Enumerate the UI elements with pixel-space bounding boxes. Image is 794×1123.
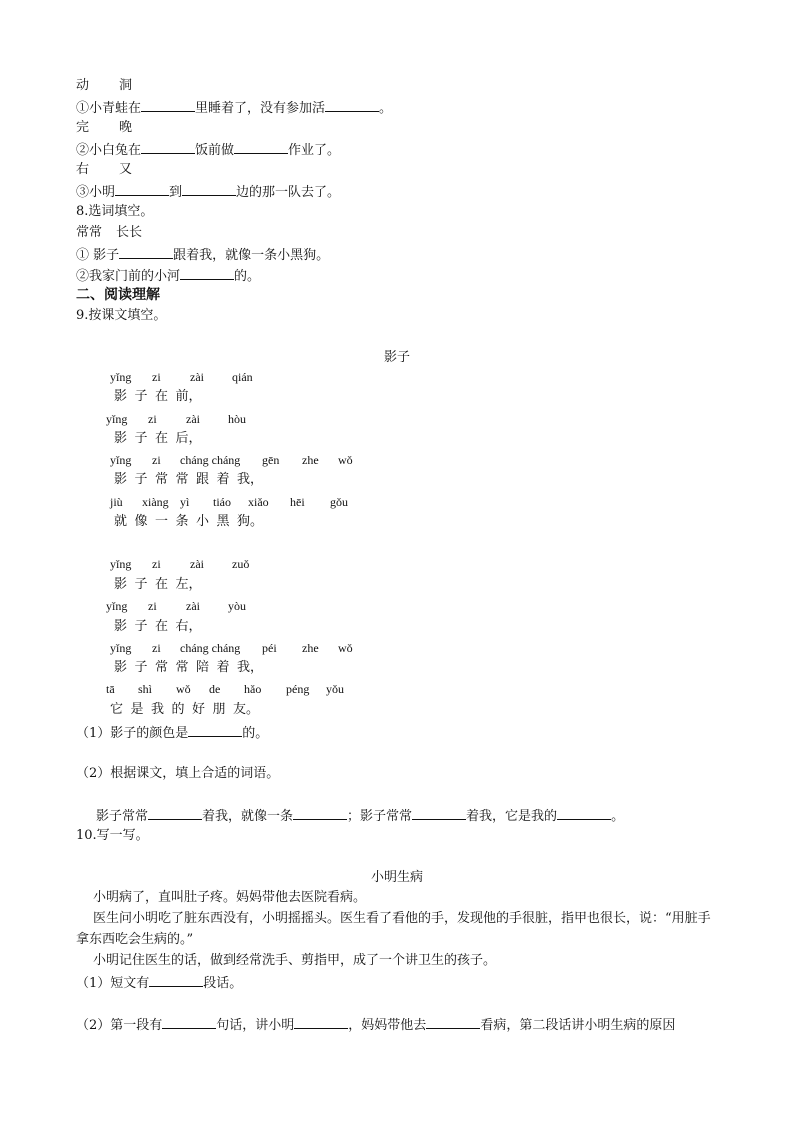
poem-title: 影子 [383, 350, 410, 365]
hanzi-char: 我， [237, 472, 264, 487]
hanzi-char: 着 [216, 660, 230, 675]
answer-blank[interactable] [557, 807, 611, 820]
word-pair-3 [76, 162, 132, 178]
pinyin-syllable: yǐng [110, 453, 132, 467]
word-pair-2 [76, 120, 132, 136]
fill-item-3: ③小明 到 边的那一队去了。 [76, 185, 341, 200]
pinyin-syllable: yǒu [326, 682, 344, 696]
pinyin-syllable: hòu [228, 412, 246, 426]
answer-blank[interactable] [182, 183, 236, 196]
word-option: 长长 [116, 225, 143, 240]
answer-blank[interactable] [412, 807, 466, 820]
hanzi-char: 小 [196, 514, 210, 529]
answer-blank[interactable] [149, 974, 203, 987]
hanzi-char: 条 [175, 514, 189, 529]
hanzi-char: 常 [155, 472, 169, 487]
answer-blank[interactable] [325, 99, 379, 112]
word-option: 洞 [119, 78, 133, 93]
pinyin-syllable: yì [180, 495, 190, 509]
hanzi-char: 我 [151, 702, 165, 717]
pinyin-syllable: cháng cháng [180, 453, 241, 467]
fill-item-q8-2: ②我家门前的小河 的。 [76, 269, 261, 284]
fill-item-2: ②小白兔在 饭前做 作业了。 [76, 143, 341, 158]
hanzi-char: 影 [114, 577, 128, 592]
story-paragraph-2: 医生问小明吃了脏东西没有，小明摇摇头。医生看了看他的手，发现他的手很脏，指甲也很长，说：“用脏手拿东西吃会生病的。” [76, 911, 711, 947]
pinyin-syllable: péi [262, 641, 277, 655]
hanzi-char: 的 [171, 702, 185, 717]
answer-blank[interactable] [293, 807, 347, 820]
hanzi-char: 影 [114, 660, 128, 675]
hanzi-char: 后， [175, 431, 202, 446]
pinyin-syllable: xiǎo [248, 495, 269, 509]
hanzi-char: 就 [114, 514, 128, 529]
pinyin-syllable: yǐng [106, 412, 128, 426]
hanzi-char: 子 [134, 389, 148, 404]
pinyin-syllable: yǐng [106, 599, 128, 613]
pinyin-syllable: zhe [302, 453, 319, 467]
answer-blank[interactable] [119, 246, 173, 259]
pinyin-syllable: zhe [302, 641, 319, 655]
answer-blank[interactable] [162, 1016, 216, 1029]
hanzi-char: 着 [216, 472, 230, 487]
answer-blank[interactable] [141, 141, 195, 154]
answer-blank[interactable] [234, 141, 288, 154]
hanzi-char: 子 [134, 472, 148, 487]
pinyin-syllable: zài [186, 599, 200, 613]
pinyin-syllable: yǐng [110, 557, 132, 571]
hanzi-char: 我， [237, 660, 264, 675]
pinyin-syllable: zi [152, 557, 161, 571]
pinyin-syllable: zi [152, 370, 161, 384]
sub-question-9-2-line: 影子常常 着我，就像一条 ；影子常常 着我，它是我的 。 [96, 809, 625, 824]
word-option: 晚 [119, 120, 133, 135]
hanzi-char: 黑 [216, 514, 230, 529]
hanzi-char: 子 [134, 431, 148, 446]
hanzi-char: 好 [192, 702, 206, 717]
story-title: 小明生病 [370, 870, 423, 885]
sub-question-9-2: （2）根据课文，填上合适的词语。 [76, 766, 280, 781]
answer-blank[interactable] [148, 807, 202, 820]
pinyin-syllable: zài [186, 412, 200, 426]
word-option: 又 [119, 162, 133, 177]
pinyin-syllable: zi [148, 412, 157, 426]
pinyin-syllable: zi [152, 453, 161, 467]
pinyin-syllable: tā [106, 682, 115, 696]
hanzi-char: 是 [130, 702, 144, 717]
hanzi-char: 朋 [212, 702, 226, 717]
pinyin-syllable: yǐng [110, 641, 132, 655]
answer-blank[interactable] [294, 1016, 348, 1029]
hanzi-char: 影 [114, 389, 128, 404]
hanzi-char: 常 [175, 472, 189, 487]
pinyin-syllable: hēi [290, 495, 305, 509]
section-heading: 二、阅读理解 [76, 287, 160, 303]
pinyin-syllable: gǒu [330, 495, 348, 509]
hanzi-char: 在 [155, 577, 169, 592]
hanzi-char: 子 [134, 619, 148, 634]
pinyin-syllable: zi [152, 641, 161, 655]
hanzi-char: 像 [134, 514, 148, 529]
hanzi-char: 右， [175, 619, 202, 634]
sub-question-9-1: （1）影子的颜色是 的。 [76, 726, 269, 741]
story-paragraph-3: 小明记住医生的话，做到经常洗手、剪指甲，成了一个讲卫生的孩子。 [93, 953, 497, 968]
pinyin-syllable: wǒ [338, 453, 353, 467]
fill-item-1: ①小青蛙在 里睡着了，没有参加活 。 [76, 101, 393, 116]
pinyin-syllable: shì [138, 682, 153, 696]
pinyin-syllable: tiáo [213, 495, 231, 509]
pinyin-syllable: zuǒ [232, 557, 250, 571]
hanzi-char: 在 [155, 431, 169, 446]
answer-blank[interactable] [141, 99, 195, 112]
hanzi-char: 常 [155, 660, 169, 675]
question-8-title: 8.选词填空。 [76, 204, 154, 219]
hanzi-char: 影 [114, 431, 128, 446]
pinyin-syllable: wǒ [338, 641, 353, 655]
fill-item-q8-1: ① 影子 跟着我，就像一条小黑狗。 [76, 248, 330, 263]
hanzi-char: 它 [110, 702, 124, 717]
word-option: 完 [76, 120, 90, 135]
hanzi-char: 在 [155, 619, 169, 634]
sub-question-10-1: （1）短文有 段话。 [76, 976, 243, 991]
story-paragraph-1: 小明病了，直叫肚子疼。妈妈带他去医院看病。 [93, 890, 367, 905]
pinyin-syllable: yǐng [110, 370, 132, 384]
pinyin-syllable: jiù [110, 495, 123, 509]
hanzi-char: 影 [114, 619, 128, 634]
hanzi-char: 陪 [196, 660, 210, 675]
pinyin-syllable: péng [286, 682, 310, 696]
answer-blank[interactable] [115, 183, 169, 196]
word-pair-q8 [76, 225, 142, 241]
pinyin-syllable: de [209, 682, 221, 696]
hanzi-char: 前， [175, 389, 202, 404]
hanzi-char: 影 [114, 472, 128, 487]
word-option: 动 [76, 78, 90, 93]
hanzi-char: 狗。 [237, 514, 264, 529]
answer-blank[interactable] [426, 1016, 480, 1029]
pinyin-syllable: qián [232, 370, 253, 384]
word-pair-1 [76, 78, 132, 94]
sub-question-10-2: （2）第一段有 句话，讲小明 ，妈妈带他去 看病，第二段话讲小明生病的原因 [76, 1018, 676, 1033]
hanzi-char: 子 [134, 577, 148, 592]
answer-blank[interactable] [180, 267, 234, 280]
pinyin-syllable: yòu [228, 599, 246, 613]
pinyin-syllable: zài [190, 370, 204, 384]
pinyin-syllable: gēn [262, 453, 280, 467]
hanzi-char: 跟 [196, 472, 210, 487]
pinyin-syllable: wǒ [176, 682, 191, 696]
hanzi-char: 友。 [233, 702, 260, 717]
hanzi-char: 在 [155, 389, 169, 404]
question-10-title: 10.写一写。 [76, 828, 149, 843]
hanzi-char: 左， [175, 577, 202, 592]
hanzi-char: 一 [155, 514, 169, 529]
question-9-title: 9.按课文填空。 [76, 308, 167, 323]
pinyin-syllable: zi [148, 599, 157, 613]
word-option: 常常 [76, 225, 103, 240]
hanzi-char: 子 [134, 660, 148, 675]
pinyin-syllable: xiàng [142, 495, 169, 509]
word-option: 右 [76, 162, 90, 177]
answer-blank[interactable] [188, 724, 242, 737]
pinyin-syllable: zài [190, 557, 204, 571]
hanzi-char: 常 [175, 660, 189, 675]
pinyin-syllable: cháng cháng [180, 641, 241, 655]
pinyin-syllable: hǎo [244, 682, 262, 696]
